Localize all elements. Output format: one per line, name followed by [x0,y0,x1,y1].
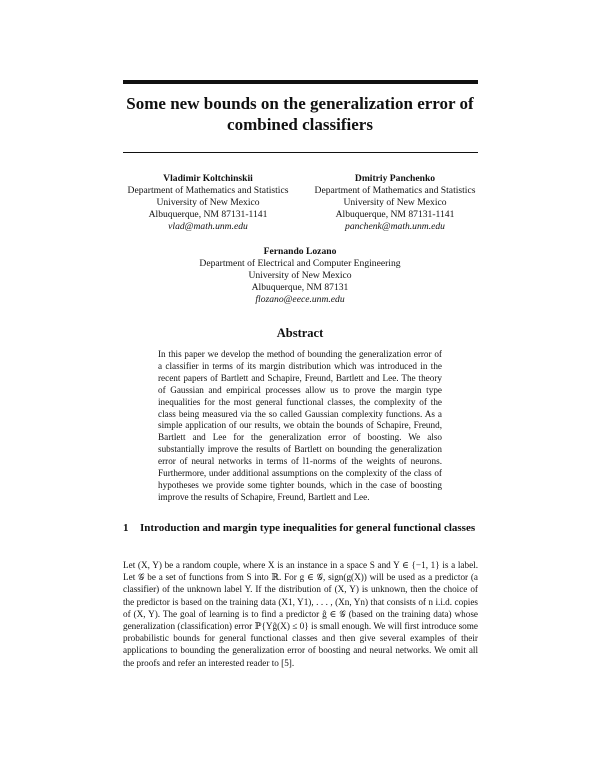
author-department: Department of Mathematics and Statistics [127,185,289,196]
author-city: Albuquerque, NM 87131-1141 [335,209,455,220]
author-block-1 [118,173,298,233]
abstract-heading: Abstract [276,326,324,340]
author-city: Albuquerque, NM 87131-1141 [148,209,268,220]
title-bottom-rule [123,152,478,153]
body-paragraph: Let (X, Y) be a random couple, where X is an instance in a space S and Y ∈ {−1, 1} is a label. Let 𝒢 be a set of functions from S into ℝ. For g ∈ 𝒢, sign(g(X)) will be used as a predictor (a classifier) of the unknown label Y. If the distribution of (X, Y) is unknown, then the choice of the predictor is based on the training data (X1, Y1), . . . , (Xn, Yn) that consists of n i.i.d. copies of (X, Y). The goal of learning is to find a predictor ĝ ∈ 𝒢 (based on the training data) whose generalization (classification) error ℙ{Yĝ(X) ≤ 0} is small enough. We will first introduce some probabilistic bounds for general functional classes and then give several examples of their applications to bounding the generalization error of boosting and neural networks. We omit all the proofs and refer an interested reader to [5]. [123,560,478,668]
author-name: Dmitriy Panchenko [354,173,436,184]
author-block-3 [180,246,420,306]
author-department: Department of Electrical and Computer Engineering [199,258,401,269]
section-heading [123,521,478,535]
author-email: vlad@math.unm.edu [168,221,248,232]
abstract-text: In this paper we develop the method of bounding the generalization error of a classifier in terms of its margin distribution which was introduced in the recent papers of Bartlett and Schapire, Freund, Bartlett and Lee. The theory of Gaussian and empirical processes allow us to prove the margin type inequalities for the most general functional classes, the complexity of the class being measured via the so called Gaussian complexity functions. As a simple application of our results, we obtain the bounds of Schapire, Freund, Bartlett and Lee for the generalization error of boosting. We also substantially improve the results of Bartlett on bounding the generalization error of neural networks in terms of l1-norms of the weights of neurons. Furthermore, under additional assumptions on the complexity of the class of hypotheses we provide some tighter bounds, which in the case of boosting improve the results of Schapire, Freund, Bartlett and Lee. [158,349,442,502]
author-email: flozano@eece.unm.edu [255,294,345,305]
author-university: University of New Mexico [343,197,447,208]
author-department: Department of Mathematics and Statistics [314,185,476,196]
author-city: Albuquerque, NM 87131 [251,282,349,293]
paper-title: Some new bounds on the generalization error of combined classifiers [126,94,474,134]
section-title: Introduction and margin type inequalities for general functional classes [140,522,476,534]
author-name: Fernando Lozano [263,246,337,257]
author-university: University of New Mexico [156,197,260,208]
author-email: panchenk@math.unm.edu [345,221,445,232]
author-university: University of New Mexico [248,270,352,281]
author-block-2 [298,173,492,233]
title-top-rule [123,80,478,84]
author-name: Vladimir Koltchinskii [163,173,253,184]
section-number: 1 [123,522,129,534]
